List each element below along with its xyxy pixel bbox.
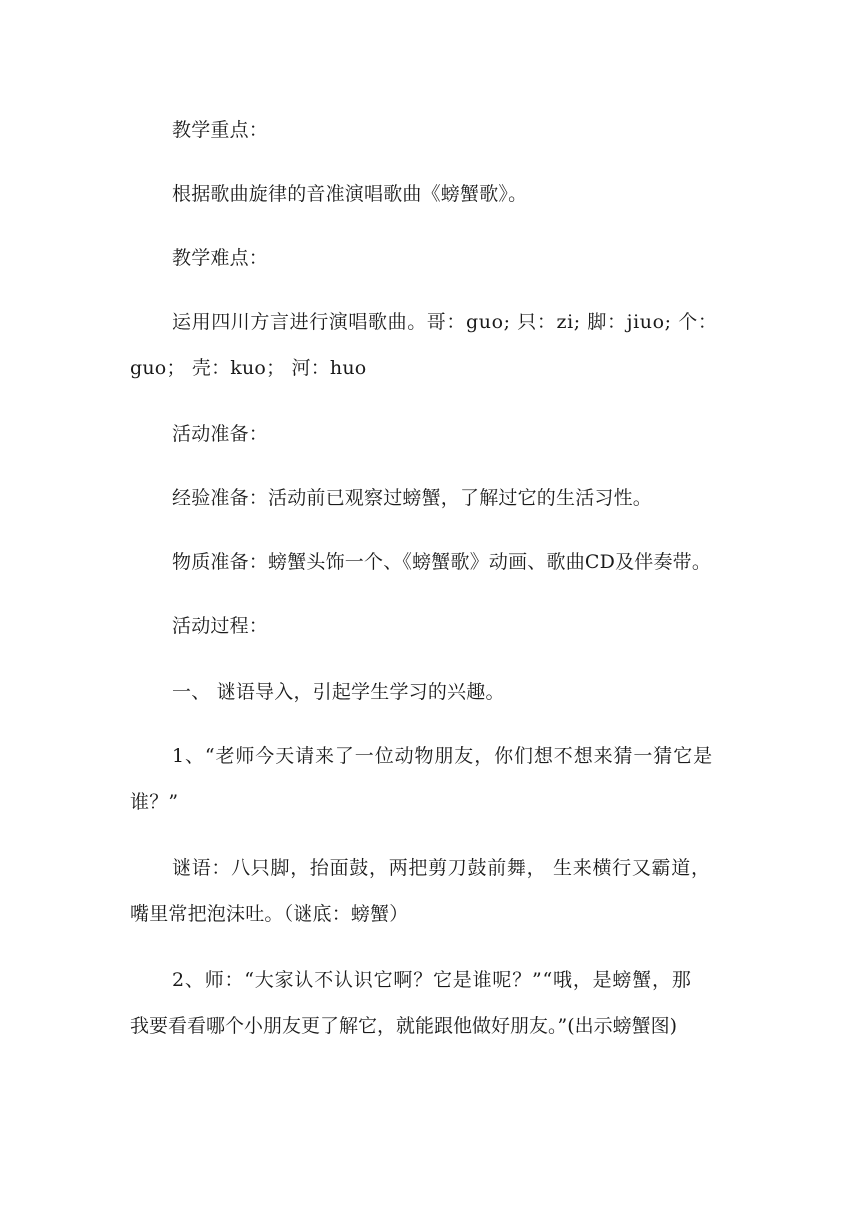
riddle-line-1: 谜语：八只脚，抬面鼓，两把剪刀鼓前舞， 生来横行又霸道， — [172, 857, 711, 879]
difficulty-line-1: 运用四川方言进行演唱歌曲。哥：guo; 只：zi; 脚：jiuo; 个： — [172, 311, 718, 333]
difficulty-line-2: guo； 壳：kuo； 河：huo — [130, 357, 367, 379]
step1-heading: 一、 谜语导入，引起学生学习的兴趣。 — [172, 681, 505, 703]
step1-item1-line-1: 1、“老师今天请来了一位动物朋友，你们想不想来猜一猜它是 — [172, 745, 714, 767]
focus-text: 根据歌曲旋律的音准演唱歌曲《螃蟹歌》。 — [172, 183, 528, 205]
step1-item2-line-2: 我要看看哪个小朋友更了解它，就能跟他做好朋友。”(出示螃蟹图) — [130, 1015, 678, 1037]
prep-experience: 经验准备：活动前已观察过螃蟹，了解过它的生活习性。 — [172, 487, 653, 509]
process-heading: 活动过程： — [172, 615, 269, 637]
prep-material: 物质准备：螃蟹头饰一个、《螃蟹歌》动画、歌曲CD及伴奏带。 — [172, 551, 712, 573]
riddle-line-2: 嘴里常把泡沫吐。（谜底：螃蟹） — [130, 903, 409, 925]
step1-item1-line-2: 谁？” — [130, 791, 179, 813]
prep-heading: 活动准备： — [172, 423, 269, 445]
focus-heading: 教学重点： — [172, 119, 269, 141]
difficulty-heading: 教学难点： — [172, 247, 269, 269]
step1-item2-line-1: 2、师：“大家认不认识它啊？它是谁呢？”“哦，是螃蟹，那 — [172, 969, 692, 991]
